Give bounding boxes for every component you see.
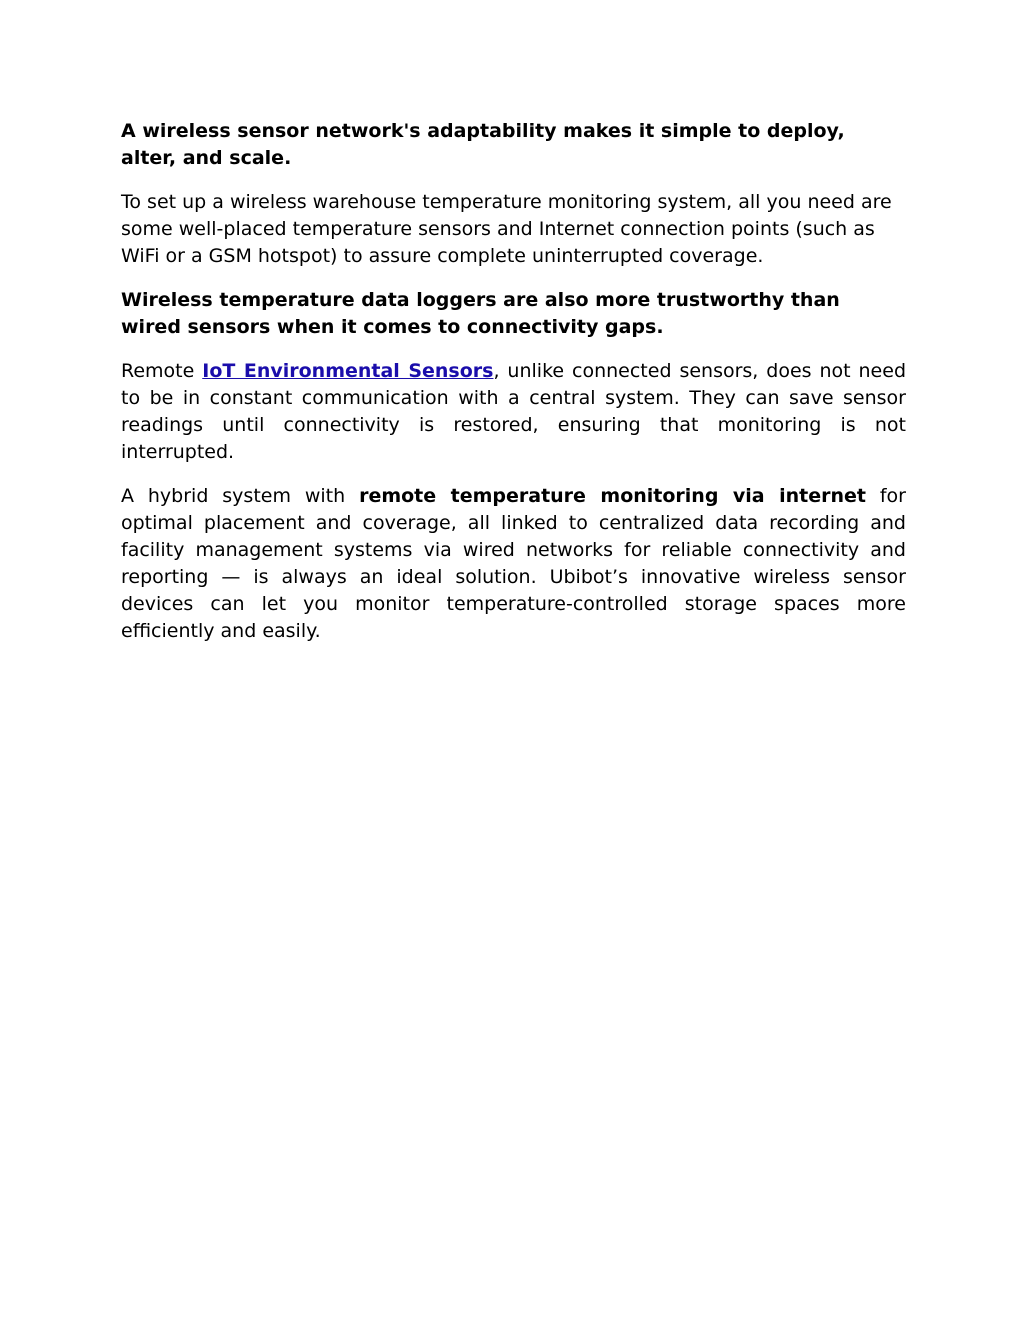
document-page bbox=[121, 118, 906, 662]
paragraph-hybrid-system bbox=[121, 483, 906, 645]
paragraph-text: A hybrid system with bbox=[121, 485, 360, 507]
paragraph-text: , unlike connected sensors, does not need to be in constant communication with a central system. They can save sensor readings until connectivity is restored, ensuring that monitoring is not interrupted. bbox=[121, 360, 907, 463]
section-heading-adaptability: A wireless sensor network's adaptability makes it simple to deploy, alter, and scale. bbox=[121, 120, 845, 169]
bold-phrase: remote temperature monitoring via internet bbox=[359, 485, 866, 507]
iot-environmental-sensors-link[interactable]: IoT Environmental Sensors bbox=[202, 360, 494, 382]
section-heading-trustworthy: Wireless temperature data loggers are also more trustworthy than wired sensors when it comes to connectivity gaps. bbox=[121, 289, 840, 338]
paragraph-remote-sensors bbox=[121, 358, 906, 466]
paragraph-setup: To set up a wireless warehouse temperature monitoring system, all you need are some well-placed temperature sensors and Internet connection points (such as WiFi or a GSM hotspot) to assure complete uninterrupted coverage. bbox=[121, 191, 892, 267]
paragraph-text: for optimal placement and coverage, all linked to centralized data recording and facility management systems via wired networks for reliable connectivity and reporting — is always an ideal solution. Ubibot’s innovative wireless sensor devices can let you monitor temperature-controlled storage spaces more efficiently and easily. bbox=[121, 485, 906, 642]
paragraph-text: Remote bbox=[121, 360, 203, 382]
